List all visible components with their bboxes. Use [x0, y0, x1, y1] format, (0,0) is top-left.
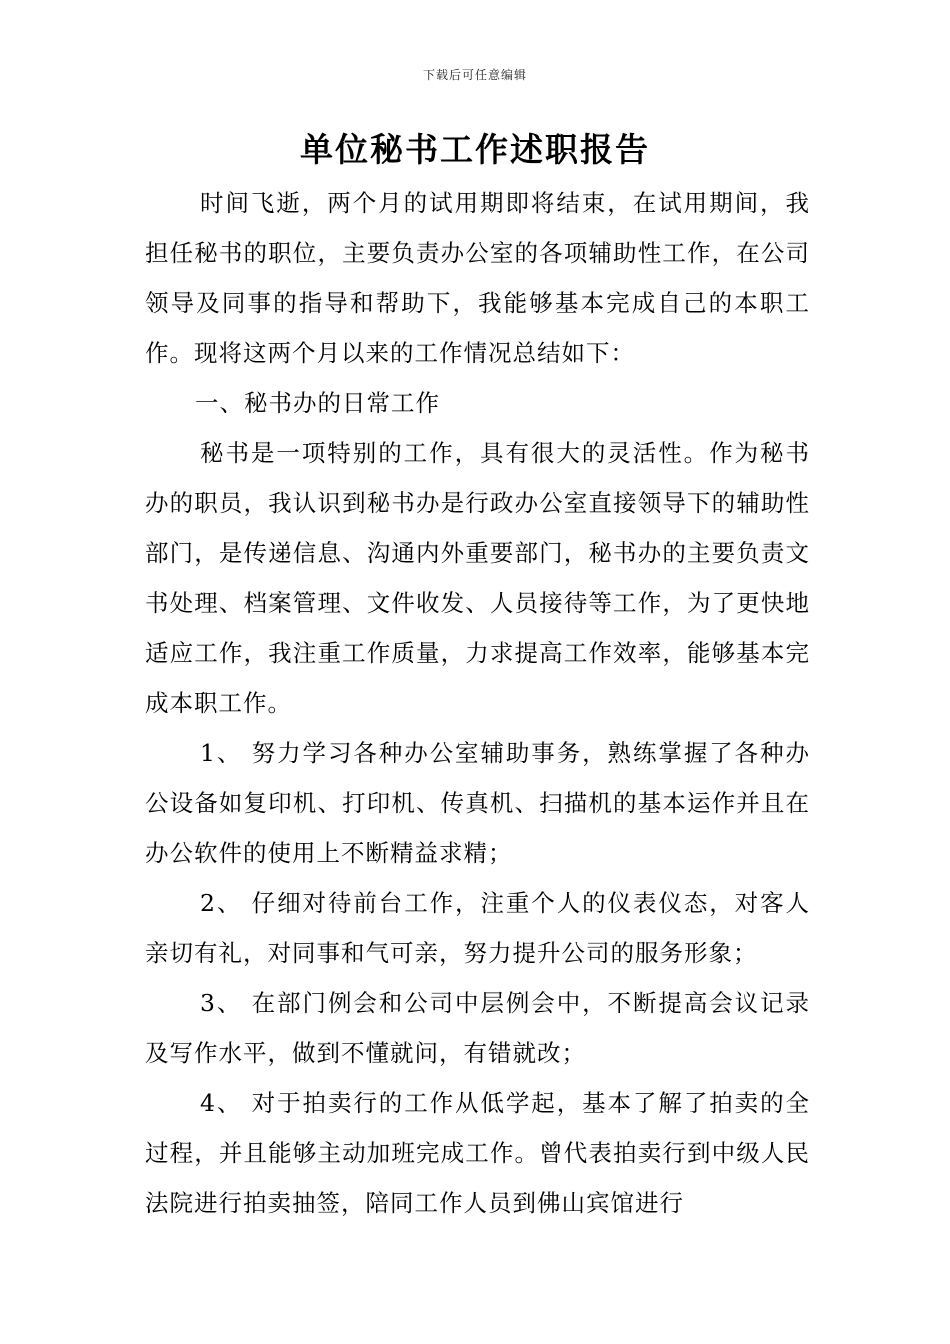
paragraph-daily-work: 秘书是一项特别的工作，具有很大的灵活性。作为秘书办的职员，我认识到秘书办是行政办公室直接领导下的辅助性部门，是传递信息、沟通内外重要部门，秘书办的主要负责文书处理、档案管理、文件收发、人员接待等工作，为了更快地适应工作，我注重工作质量，力求提高工作效率，能够基本完成本职工作。 [145, 439, 810, 717]
list-item-4: 4、 对于拍卖行的工作从低学起，基本了解了拍卖的全过程，并且能够主动加班完成工作。曾代表拍卖行到中级人民法院进行拍卖抽签，陪同工作人员到佛山宾馆进行 [145, 1089, 810, 1217]
section-heading: 一、秘书办的日常工作 [195, 389, 440, 417]
paragraph-intro: 时间飞逝，两个月的试用期即将结束，在试用期间，我担任秘书的职位，主要负责办公室的各项辅助性工作，在公司领导及同事的指导和帮助下，我能够基本完成自己的本职工作。现将这两个月以来的工作情况总结如下： [145, 189, 810, 367]
document-title: 单位秘书工作述职报告 [300, 130, 650, 169]
document-body [145, 178, 810, 1228]
list-item-1: 1、 努力学习各种办公室辅助事务，熟练掌握了各种办公设备如复印机、打印机、传真机、扫描机的基本运作并且在办公软件的使用上不断精益求精； [145, 739, 810, 867]
header-note: 下载后可任意编辑 [422, 68, 527, 82]
list-item-2: 2、 仔细对待前台工作，注重个人的仪表仪态，对客人亲切有礼，对同事和气可亲，努力提升公司的服务形象； [145, 889, 810, 967]
list-item-3: 3、 在部门例会和公司中层例会中，不断提高会议记录及写作水平，做到不懂就问，有错就改； [145, 989, 810, 1067]
